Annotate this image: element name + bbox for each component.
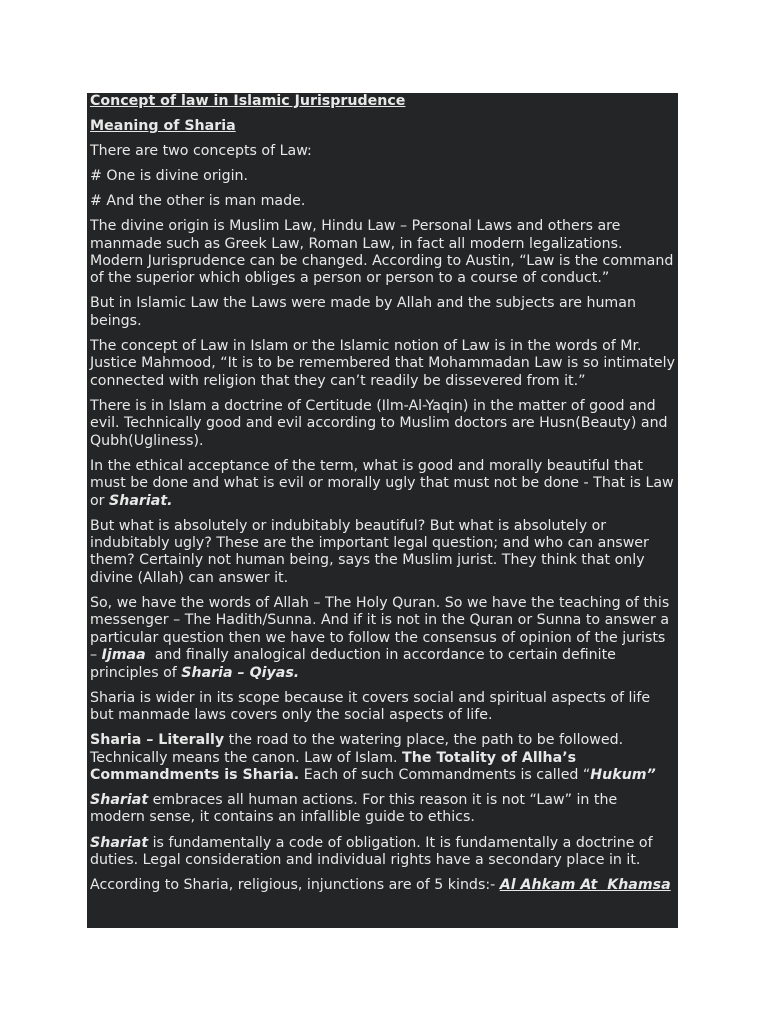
paragraph: There is in Islam a doctrine of Certitude (Ilm-Al-Yaqin) in the matter of good and evil. Technically good and evil according to Muslim doctors are Husn(Beauty) and Qubh(Ugliness). bbox=[90, 397, 668, 449]
paragraph: The concept of Law in Islam or the Islamic notion of Law is in the words of Mr. Justice Mahmood, “It is to be remembered that Mohammadan Law is so intimately connected with religion that they can’t readily be dissevered from it.” bbox=[90, 337, 675, 389]
paragraph: But in Islamic Law the Laws were made by Allah and the subjects are human beings. bbox=[90, 295, 636, 329]
bold-term: The Totality of Allha’s Commandments is Sharia. bbox=[90, 749, 577, 783]
paragraph: # And the other is man made. bbox=[90, 193, 306, 209]
paragraph-text: is fundamentally a code of obligation. It is fundamentally a doctrine of duties. Legal consideration and individual rights have a secondary place in it. bbox=[90, 834, 653, 868]
emphasis-term: Shariat. bbox=[109, 492, 173, 509]
paragraph-text: In the ethical acceptance of the term, what is good and morally beautiful that must be done and what is evil or morally ugly that must not be done - That is Law or bbox=[90, 457, 674, 509]
paragraph bbox=[90, 877, 676, 894]
paragraph: # One is divine origin. bbox=[90, 167, 249, 184]
paragraph-text: Each of such Commandments is called “ bbox=[299, 766, 591, 783]
emphasis-term: Al Ahkam At Khamsa bbox=[499, 877, 671, 894]
paragraph: Sharia is wider in its scope because it covers social and spiritual aspects of life but manmade laws covers only the social aspects of life. bbox=[90, 689, 651, 724]
bold-term: Sharia – Literally bbox=[90, 732, 225, 749]
document-body bbox=[87, 93, 678, 928]
paragraph: The divine origin is Muslim Law, Hindu Law – Personal Laws and others are manmade such as Greek Law, Roman Law, in fact all modern legalizations. Modern Jurisprudence can be changed. According to Austin, “Law is the command of the superior which obliges a person or person to a course of conduct.” bbox=[90, 218, 674, 287]
paragraph-text: So, we have the words of Allah – The Holy Quran. So we have the teaching of this messenger – The Hadith/Sunna. And if it is not in the Quran or Sunna to answer a particular question then we have to follow the consensus of opinion of the jurists – bbox=[90, 594, 670, 664]
paragraph-text: the road to the watering place, the path to be followed. Technically means the canon. Law of Islam. bbox=[90, 732, 624, 766]
paragraph-text: embraces all human actions. For this reason it is not “Law” in the modern sense, it contains an infallible guide to ethics. bbox=[90, 792, 618, 826]
paragraph bbox=[90, 792, 676, 827]
paragraph: There are two concepts of Law: bbox=[90, 142, 312, 159]
section-heading: Meaning of Sharia bbox=[90, 117, 236, 134]
document-title: Concept of law in Islamic Jurisprudence bbox=[90, 93, 406, 109]
paragraph bbox=[90, 732, 676, 784]
emphasis-term: Hukum” bbox=[590, 766, 656, 783]
emphasis-term: Sharia – Qiyas. bbox=[181, 664, 300, 681]
emphasis-term: Shariat bbox=[90, 834, 149, 851]
paragraph bbox=[90, 595, 676, 682]
paragraph: But what is absolutely or indubitably beautiful? But what is absolutely or indubitably ugly? These are the important legal question; and who can answer them? Certainly not human being, says the Muslim jurist. They think that only divine (Allah) can answer it. bbox=[90, 517, 649, 586]
emphasis-term: Ijmaa bbox=[101, 647, 146, 664]
paragraph-text: According to Sharia, religious, injunctions are of 5 kinds:- bbox=[90, 877, 500, 894]
emphasis-term: Shariat bbox=[90, 792, 149, 809]
paragraph bbox=[90, 458, 676, 510]
paragraph bbox=[90, 835, 676, 870]
paragraph-text: and finally analogical deduction in accordance to certain definite principles of bbox=[90, 647, 621, 681]
